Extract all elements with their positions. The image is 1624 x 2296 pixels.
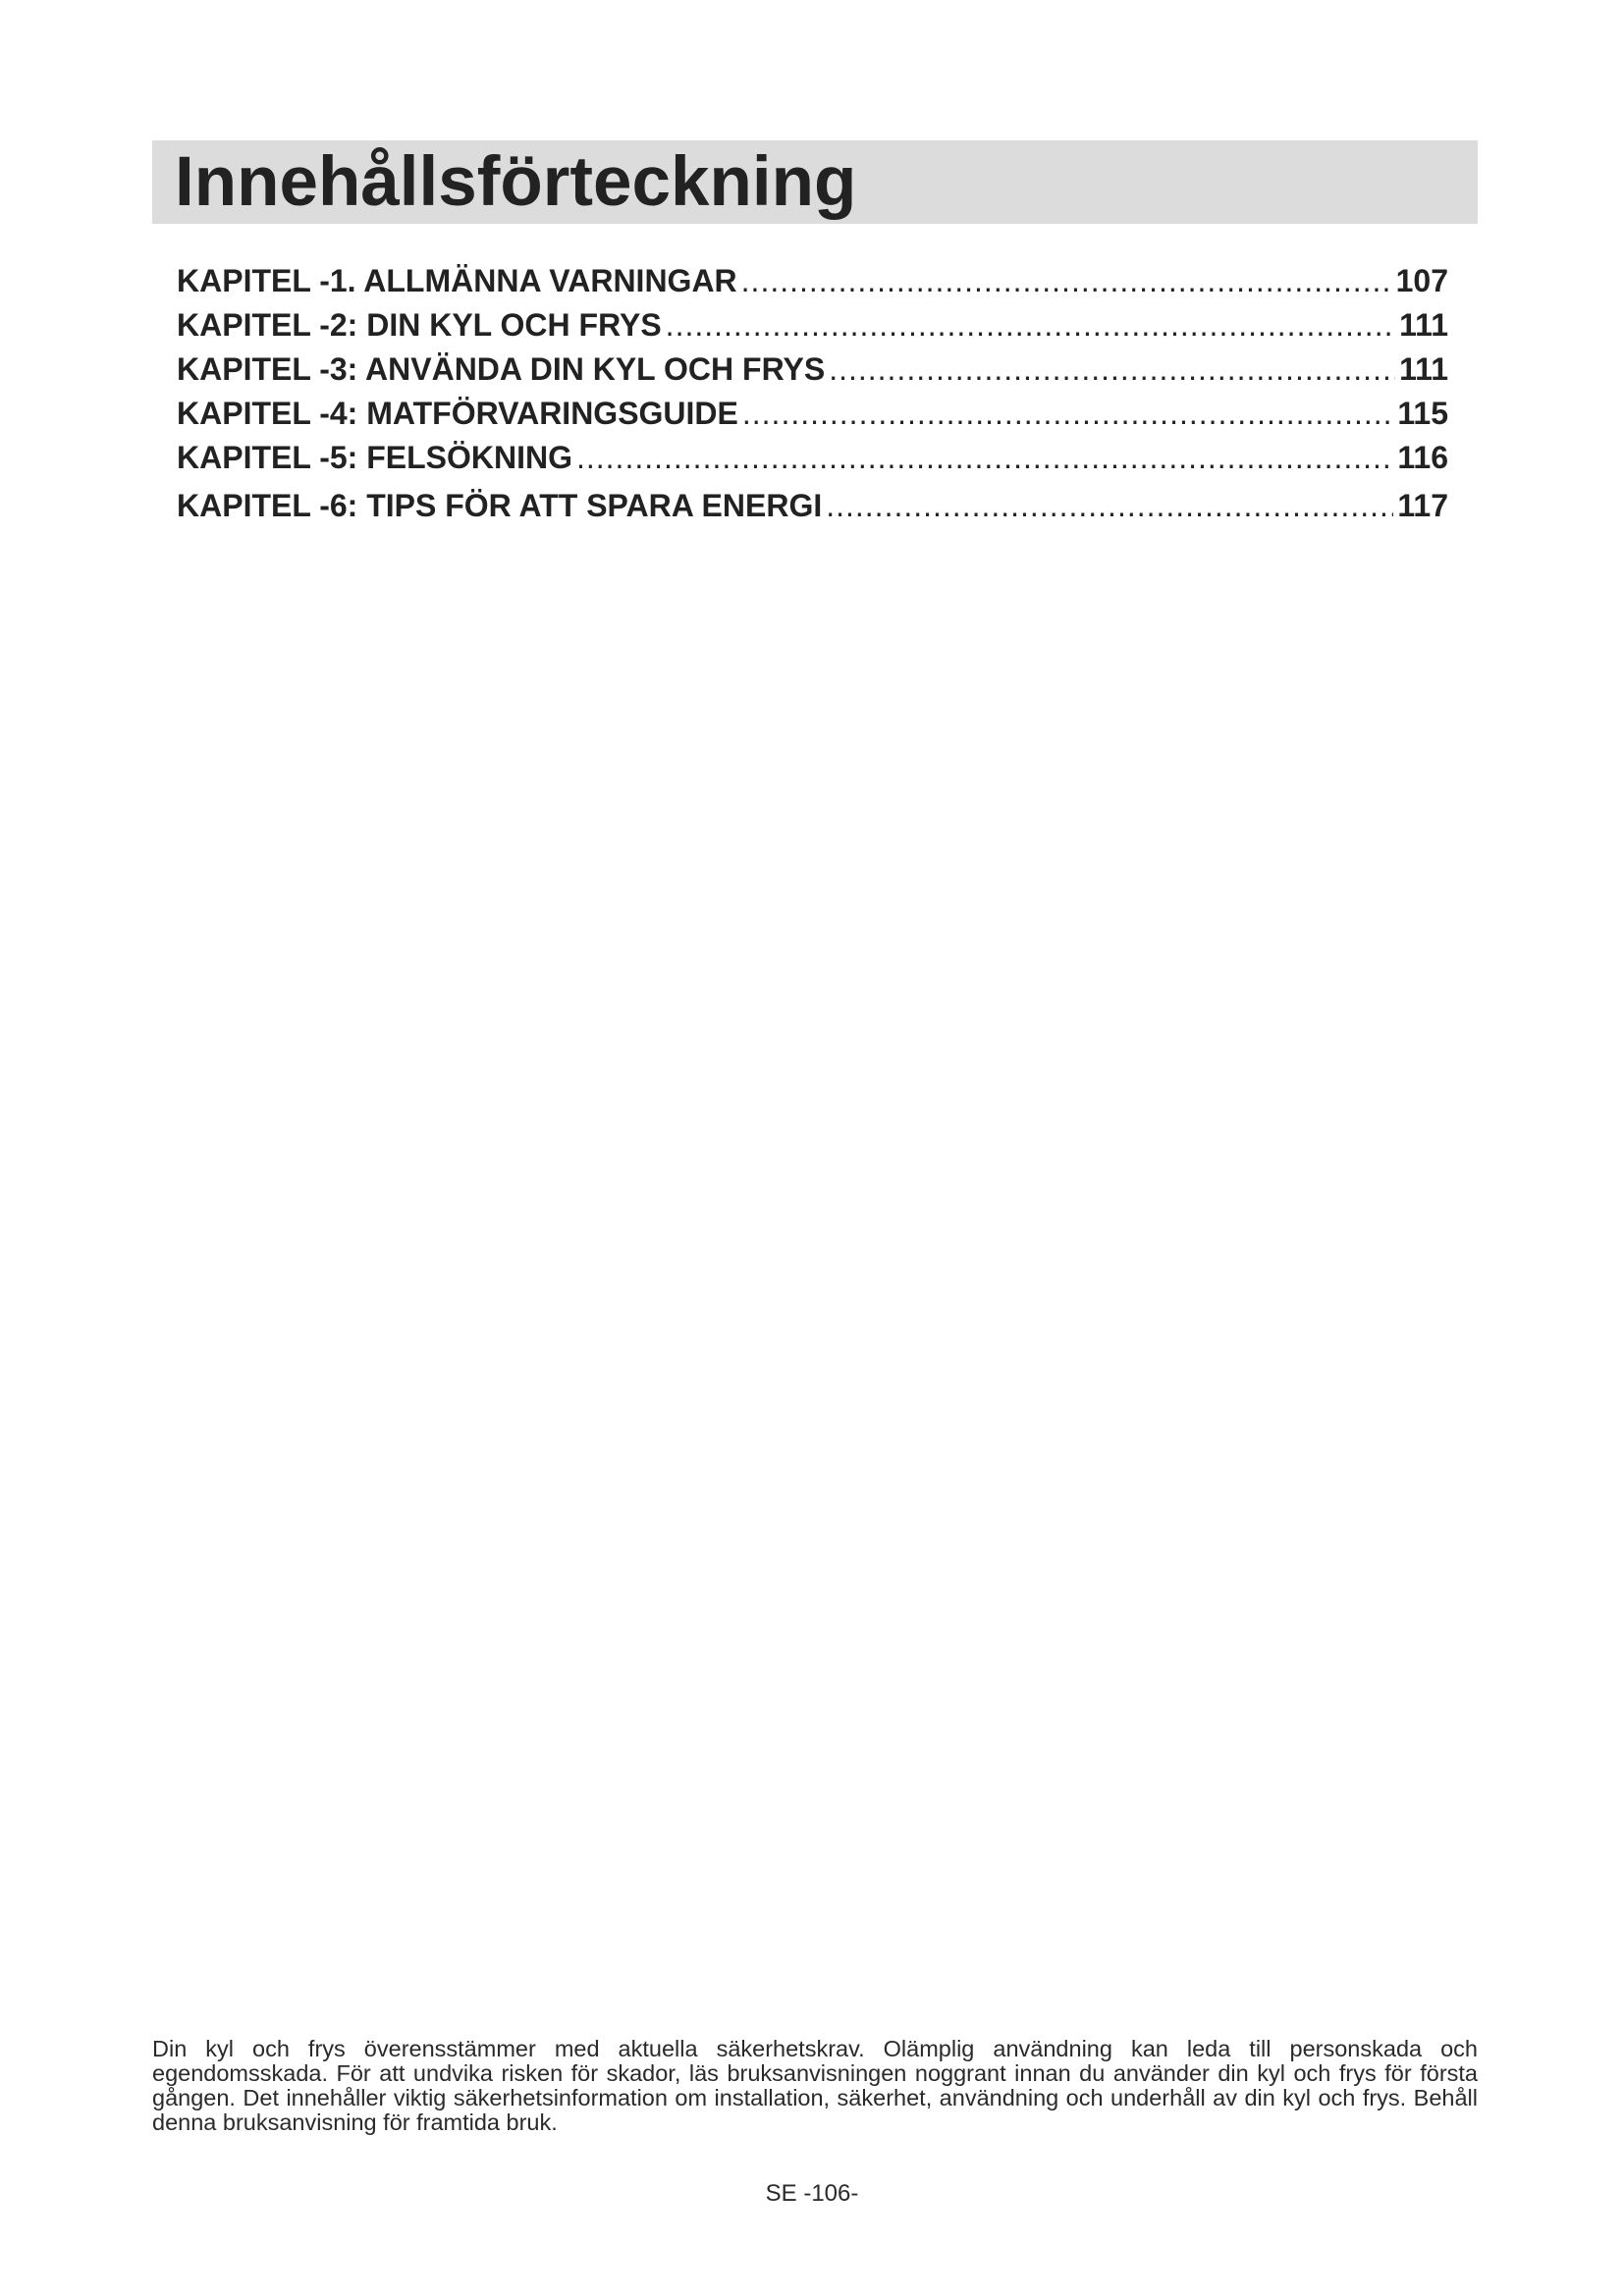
toc-entry-5[interactable] <box>177 436 1448 480</box>
toc-entry-page: 107 <box>1395 263 1448 298</box>
toc-entry-3[interactable] <box>177 347 1448 392</box>
toc-leader-dots <box>742 392 1394 436</box>
toc-leader-dots <box>666 303 1395 347</box>
toc-leader-dots <box>826 484 1393 528</box>
toc-entry-label: KAPITEL -5: FELSÖKNING <box>177 440 572 475</box>
toc-entry-page: 111 <box>1399 351 1448 387</box>
toc-entry-page: 111 <box>1399 307 1448 343</box>
toc-entry-label: KAPITEL -2: DIN KYL OCH FRYS <box>177 307 662 343</box>
toc-entry-label: KAPITEL -1. ALLMÄNNA VARNINGAR <box>177 263 737 298</box>
toc-entry-page: 115 <box>1397 396 1448 431</box>
toc-entry-2[interactable] <box>177 303 1448 347</box>
toc-entry-page: 117 <box>1397 488 1448 523</box>
intro-paragraph: Din kyl och frys överensstämmer med aktuella säkerhetskrav. Olämplig användning kan leda till personskada och egendomsskada. För att undvika risken för skador, läs bruksanvisningen noggrant innan du använder din kyl och frys för första gången. Det innehåller viktig säkerhetsinformation om installation, säkerhet, användning och underhåll av din kyl och frys. Behåll denna bruksanvisning för framtida bruk. <box>152 2036 1478 2135</box>
toc-leader-dots <box>829 347 1395 392</box>
toc-leader-dots <box>741 259 1392 303</box>
page-title: Innehållsförteckning <box>175 143 857 221</box>
toc-entry-label: KAPITEL -6: TIPS FÖR ATT SPARA ENERGI <box>177 488 823 523</box>
toc-entry-page: 116 <box>1397 440 1448 475</box>
toc-entry-label: KAPITEL -4: MATFÖRVARINGSGUIDE <box>177 396 738 431</box>
toc-leader-dots <box>576 436 1393 480</box>
toc-entry-6[interactable] <box>177 484 1448 528</box>
page-number: SE -106- <box>765 2180 859 2207</box>
toc-entry-4[interactable] <box>177 392 1448 436</box>
toc-entry-1[interactable] <box>177 259 1448 303</box>
table-of-contents <box>177 259 1448 528</box>
toc-entry-label: KAPITEL -3: ANVÄNDA DIN KYL OCH FRYS <box>177 351 826 387</box>
